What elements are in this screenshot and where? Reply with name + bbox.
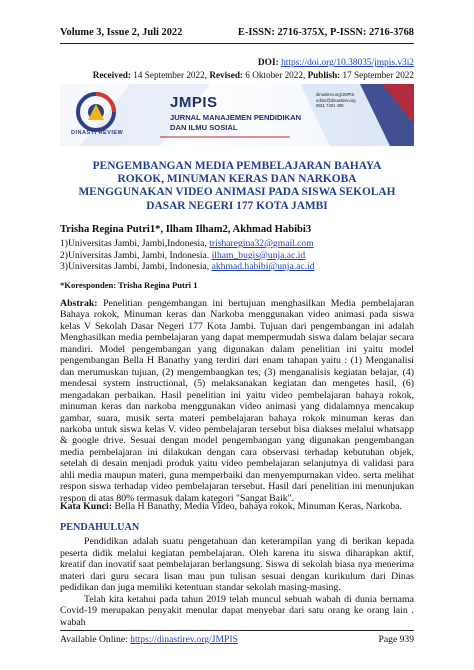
- journal-abbreviation: JMPIS: [170, 94, 218, 111]
- abstract: [60, 298, 414, 504]
- running-header: [60, 27, 414, 38]
- affiliation-3-email[interactable]: akhmad.habibi@unja.ac.id: [211, 261, 315, 273]
- keywords-label: Kata Kunci:: [60, 501, 112, 512]
- dinasti-logo-icon: [74, 90, 118, 134]
- author-list: Trisha Regina Putri1*, Ilham Ilham2, Akhmad Habibi3: [60, 224, 312, 235]
- revised-label: Revised:: [209, 70, 243, 80]
- received-date: 14 September 2022,: [133, 70, 208, 80]
- affiliation-1-text: 1)Universitas Jambi, Jambi,Indonesia,: [60, 238, 207, 249]
- affiliation-1-email[interactable]: trisharegina32@gmail.com: [209, 238, 314, 249]
- abstract-text: Penelitian pengembangan ini bertujuan menghasilkan Media pembelajaran Bahaya rokok, Minuman keras dan Narkoba menggunakan video animasi pada siswa kelas V Sekolah Dasar Negeri 177 Kota Jambi. Tujuan dari pengembangan ini adalah Menghasilkan media pembelajaran yang dapat mempermudah siswa dalam belajar secara mandiri. Model pengembangan yang digunakan dalam penelitian ini yaitu model pengembangan Bella H Banathy yang terdiri dari enam tahapan yaitu : (1) Menganalisi dan merumuskan tujuan, (2) mengembangkan tes, (3) menganalisis kegiatan belajar, (4) mendesai system instructional, (5) melaksanakan kegiatan dan mengetes hasil, (6) mengadakan perbaikan. Hasil penelitian ini yaitu video pembelajaran bahaya rokok, minuman keras dan narkoba menggunakan video animasi yang didalamnya mencakup gambar, suara, musik serta materi pembelajaran bahaya rokok minuman keras dan narkoba untuk siswa kelas V. video pembelajaran tersebut bisa diakses melalui whatsapp & google drive. Sesuai dengan model pengembangan yang digunakan pengembangan media pembelajaran ini dilakukan dengan cara observasi terhadap kebutuhan objek, setelah di desain menjadi produk yaitu video pembelajaran selanjutnya di validasi para ahli media maupun materi, guna memperbaiki dan menyempurnakan video. serta melihat respon siswa terhadap video pembelajaran tersebut. Hasil dari penelitian ini menunjukan respon di atas 80% termasuk dalam kategori "Sangat Baik".: [60, 298, 414, 504]
- page-footer: [60, 634, 414, 645]
- doi-line: [258, 58, 414, 68]
- journal-name-line-2: DAN ILMU SOSIAL: [170, 122, 238, 132]
- publish-label: Publish:: [307, 70, 341, 80]
- contact-website: dinastirev.org/JMPIS: [316, 92, 355, 97]
- section-body: [60, 536, 414, 628]
- abstract-label: Abstrak:: [60, 298, 98, 309]
- received-label: Received:: [92, 70, 131, 80]
- affiliation-1: [60, 238, 315, 250]
- footer-availability: [60, 634, 238, 645]
- contact-phone: 0811 7401 495: [316, 103, 344, 109]
- issn-info: E-ISSN: 2716-375X, P-ISSN: 2716-3768: [237, 27, 414, 38]
- keywords-text: Bella H Banathy, Media Video, bahaya rokok, Minuman Keras, Narkoba.: [114, 501, 402, 512]
- revised-date: 6 Oktober 2022,: [245, 70, 306, 80]
- publish-date: 17 September 2022: [342, 70, 414, 80]
- article-title: PENGEMBANGAN MEDIA PEMBELAJARAN BAHAYA ROKOK, MINUMAN KERAS DAN NARKOBA MENGGUNAKAN VIDEO ANIMASI PADA SISWA SEKOLAH DASAR NEGERI 177 KOTA JAMBI: [78, 160, 396, 212]
- journal-name: [170, 113, 301, 132]
- doi-label: DOI:: [257, 58, 279, 68]
- footer-link[interactable]: https://dinastirev.org/JMPIS: [130, 634, 238, 645]
- affiliation-3: [60, 261, 315, 273]
- paragraph-1: Pendidikan adalah suatu pengetahuan dan keterampilan yang di berikan kepada peserta didik melalui kegiatan pembelajaran. Oleh karena itu siswa diharapkan aktif, kreatif dan inovatif saat pembelajaran berlangsung. Siswa di sekolah biasa nya menerima materi dari guru secara lisan mau pun tulisan sesuai dengan kurikulum dari Dinas pedidikan dan juga memiliki ketentuan standar sekolah masing-masing.: [60, 536, 414, 593]
- dates-line: [93, 70, 414, 80]
- affiliation-list: [60, 238, 315, 273]
- page-number: Page 939: [378, 634, 414, 645]
- affiliation-2-text: 2)Universitas Jambi, Jambi, Indonesia.: [60, 249, 210, 261]
- corresponding-author: *Koresponden: Trisha Regina Putri 1: [60, 280, 198, 290]
- journal-contact: [316, 92, 386, 138]
- header-rule: [60, 43, 414, 44]
- affiliation-2: [60, 250, 315, 262]
- journal-name-line-1: JURNAL MANAJEMEN PENDIDIKAN: [170, 113, 302, 122]
- paragraph-2: Telah kita ketahui pada tahun 2019 telah muncul sebuah wabah di dunia bernama Covid-19 merupakan penyakit menular dapat menyebar dari satu orang ke orang lain . wabah: [60, 593, 414, 628]
- logo-wordmark: DINASTI REVIEW: [71, 130, 124, 136]
- doi-link[interactable]: https://doi.org/10.38035/jmpis.v3i2: [281, 58, 414, 68]
- keywords: [60, 501, 402, 512]
- footer-label: Available Online:: [60, 634, 128, 645]
- contact-email: editor@dinastirev.org: [316, 97, 356, 103]
- footer-rule: [60, 630, 414, 631]
- affiliation-2-email[interactable]: ilham_bugis@unja.ac.id: [211, 249, 306, 261]
- issue-info: Volume 3, Issue 2, Juli 2022: [60, 27, 183, 38]
- journal-banner: [60, 84, 414, 146]
- affiliation-3-text: 3)Universitas Jambi, Jambi, Indonesia,: [60, 261, 210, 273]
- section-heading: PENDAHULUAN: [60, 522, 140, 533]
